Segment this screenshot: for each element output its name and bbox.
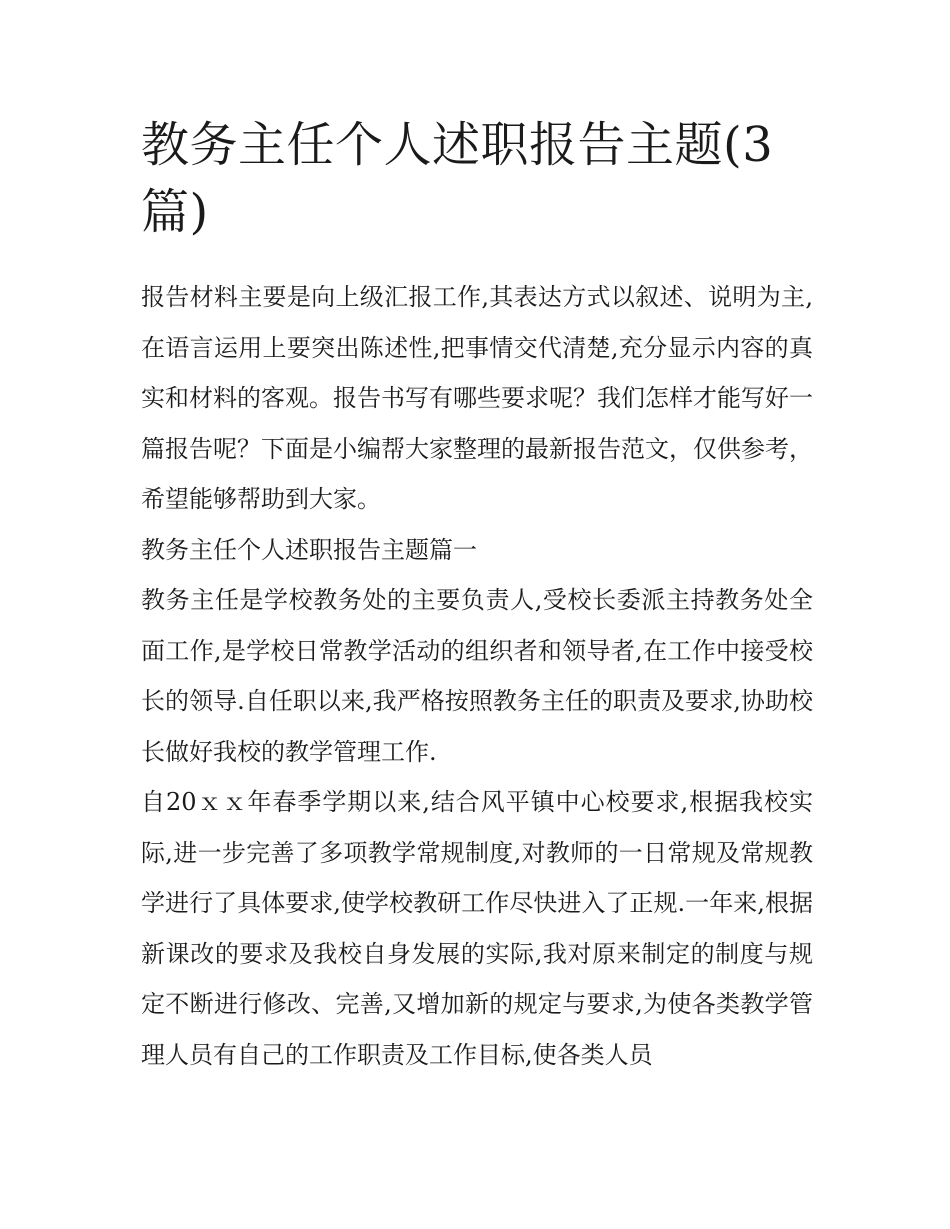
section-heading: 教务主任个人述职报告主题篇一 (141, 535, 477, 564)
body-paragraph-2: 自20ｘｘ年春季学期以来,结合风平镇中心校要求,根据我校实际,进一步完善了多项教学常规制度,对教师的一日常规及常规教学进行了具体要求,使学校教研工作尽快进入了正规.一年来,根据新课改的要求及我校自身发展的实际,我对原来制定的制度与规定不断进行修改、完善,又增加新的规定与要求,为使各类教学管理人员有自己的工作职责及工作目标,使各类人员 (141, 788, 813, 1069)
body-paragraph-1: 教务主任是学校教务处的主要负责人,受校长委派主持教务处全面工作,是学校日常教学活动的组织者和领导者,在工作中接受校长的领导.自任职以来,我严格按照教务主任的职责及要求,协助校长做好我校的教学管理工作. (141, 586, 813, 766)
document-page (141, 112, 813, 1080)
document-title: 教务主任个人述职报告主题(3篇) (141, 117, 774, 241)
intro-paragraph: 报告材料主要是向上级汇报工作,其表达方式以叙述、说明为主,在语言运用上要突出陈述性,把事情交代清楚,充分显示内容的真实和材料的客观。报告书写有哪些要求呢？我们怎样才能写好一篇报告呢？下面是小编帮大家整理的最新报告范文，仅供参考，希望能够帮助到大家。 (141, 283, 813, 514)
